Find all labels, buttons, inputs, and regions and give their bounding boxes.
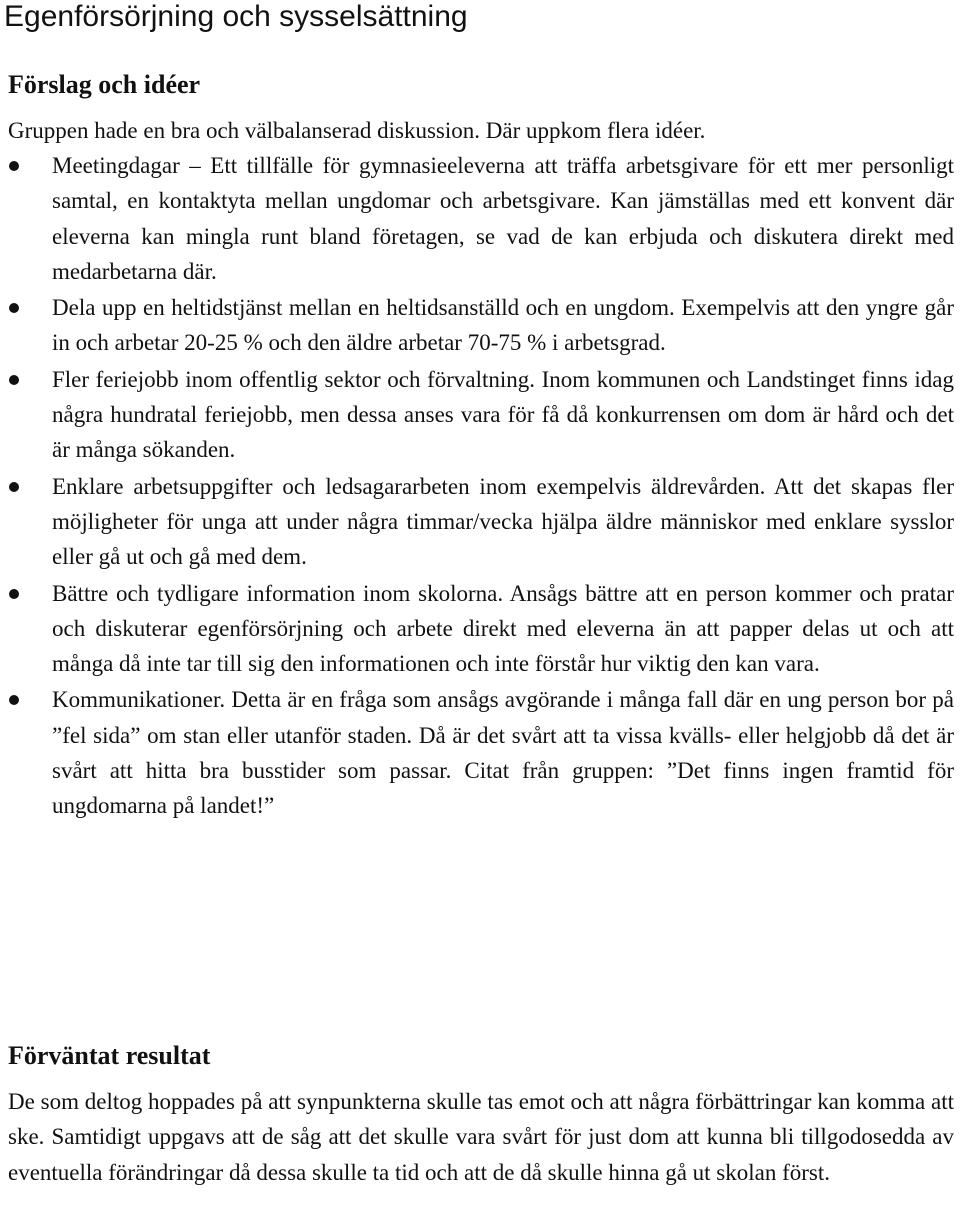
list-item (0, 469, 954, 575)
bullet-text: Meetingdagar – Ett tillfälle för gymnasieeleverna att träffa arbetsgivare för ett mer personligt samtal, en kontaktyta mellan ungdomar och arbetsgivare. Kan jämställas med ett konvent där eleverna kan mingla runt bland företagen, se vad de kan erbjuda och diskutera direkt med medarbetarna där. (52, 153, 954, 284)
section-heading-forslag: Förslag och idéer (8, 70, 201, 99)
bullet-text: Dela upp en heltidstjänst mellan en heltidsanställd och en ungdom. Exempelvis att den yngre går in och arbetar 20-25 % och den äldre arbetar 70-75 % i arbetsgrad. (52, 295, 954, 356)
result-paragraph: De som deltog hoppades på att synpunkterna skulle tas emot och att några förbättringar kan komma att ske. Samtidigt uppgavs att de såg att det skulle vara svårt för just dom att kunna bli tillgodosedda av eventuella förändringar då dessa skulle ta tid och att de då skulle hinna gå ut skolan först. (8, 1089, 954, 1185)
section-heading-resultat: Förväntat resultat (8, 1041, 211, 1070)
list-item (0, 290, 954, 361)
list-item (0, 362, 954, 468)
bullet-text: Enklare arbetsuppgifter och ledsagararbeten inom exempelvis äldrevården. Att det skapas fler möjligheter för unga att under några timmar/vecka hjälpa äldre människor med enklare sysslor eller gå ut och gå med dem. (52, 473, 954, 570)
bullet-icon (9, 695, 19, 705)
list-item (0, 682, 954, 823)
section-intro-paragraph: Gruppen hade en bra och välbalanserad diskussion. Där uppkom flera idéer. (8, 118, 706, 143)
bullet-icon (9, 375, 19, 385)
bullet-text: Fler feriejobb inom offentlig sektor och förvaltning. Inom kommunen och Landstinget finns idag några hundratal feriejobb, men dessa anses vara för få då konkurrensen om dom är hård och det är många sökanden. (52, 366, 954, 463)
bullet-icon (9, 589, 19, 599)
ideas-bullet-list (0, 148, 960, 824)
bullet-icon (9, 482, 19, 492)
bullet-text: Bättre och tydligare information inom skolorna. Ansågs bättre att en person kommer och pratar och diskuterar egenförsörjning och arbete direkt med eleverna än att papper delas ut och att många då inte tar till sig den informationen och inte förstår hur viktig den kan vara. (52, 580, 954, 677)
document-title: Egenförsörjning och sysselsättning (4, 0, 468, 33)
bullet-text: Kommunikationer. Detta är en fråga som ansågs avgörande i många fall där en ung person bor på ”fel sida” om stan eller utanför staden. Då är det svårt att ta vissa kvälls- eller helgjobb då det är svårt att hitta bra busstider som passar. Citat från gruppen: ”Det finns ingen framtid för ungdomarna på landet!” (52, 687, 954, 819)
list-item (0, 148, 954, 289)
list-item (0, 576, 954, 682)
bullet-icon (9, 161, 19, 171)
bullet-icon (9, 303, 19, 313)
